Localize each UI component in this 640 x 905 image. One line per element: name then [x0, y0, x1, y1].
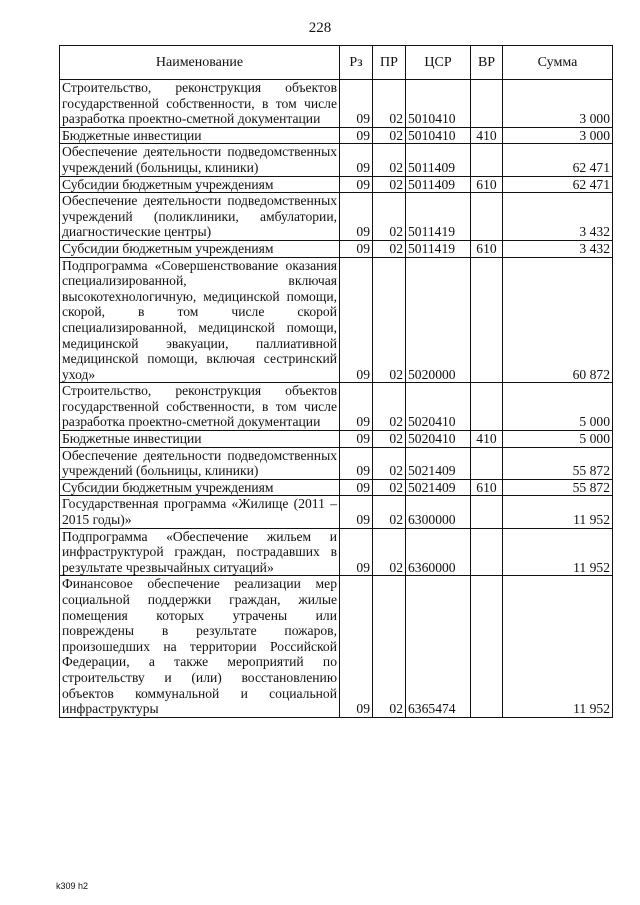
table-row [60, 431, 613, 448]
row-sum: 55 872 [503, 479, 613, 496]
row-vr: 610 [471, 240, 503, 257]
header-name: Наименование [60, 46, 340, 80]
row-sum: 5 000 [503, 431, 613, 448]
row-csr: 6360000 [406, 528, 471, 576]
row-csr: 5021409 [406, 447, 471, 479]
row-name: Государственная программа «Жилище (2011 – 2015 годы)» [60, 496, 340, 528]
row-rz: 09 [340, 528, 373, 576]
row-vr: 410 [471, 127, 503, 144]
footer-code: k309 h2 [56, 881, 89, 891]
row-csr: 5011409 [406, 144, 471, 176]
row-pr: 02 [373, 257, 406, 383]
row-name: Подпрограмма «Совершенствование оказания специализированной, включая высокотехнологичную, медицинской помощи, скорой, в том числе скорой специализированной, медицинской помощи, медицинской эвакуации, паллиативной медицинской помощи, включая сестринский уход» [60, 257, 340, 383]
row-name: Субсидии бюджетным учреждениям [60, 240, 340, 257]
row-vr: 610 [471, 479, 503, 496]
row-vr [471, 496, 503, 528]
table-row [60, 528, 613, 576]
row-pr: 02 [373, 431, 406, 448]
row-name: Бюджетные инвестиции [60, 127, 340, 144]
row-vr [471, 383, 503, 431]
row-sum: 55 872 [503, 447, 613, 479]
row-rz: 09 [340, 496, 373, 528]
row-sum: 3 432 [503, 193, 613, 241]
table-row [60, 576, 613, 717]
row-pr: 02 [373, 383, 406, 431]
row-pr: 02 [373, 479, 406, 496]
row-rz: 09 [340, 176, 373, 193]
row-vr [471, 193, 503, 241]
header-pr: ПР [373, 46, 406, 80]
row-csr: 5011409 [406, 176, 471, 193]
row-csr: 6300000 [406, 496, 471, 528]
row-name: Обеспечение деятельности подведомственных учреждений (больницы, клиники) [60, 447, 340, 479]
row-vr [471, 447, 503, 479]
table-row [60, 479, 613, 496]
row-rz: 09 [340, 576, 373, 717]
row-rz: 09 [340, 383, 373, 431]
row-vr [471, 576, 503, 717]
row-vr [471, 528, 503, 576]
row-vr [471, 257, 503, 383]
row-csr: 5011419 [406, 193, 471, 241]
row-csr: 5010410 [406, 127, 471, 144]
row-sum: 60 872 [503, 257, 613, 383]
row-name: Бюджетные инвестиции [60, 431, 340, 448]
row-vr [471, 80, 503, 128]
table-header-row [60, 46, 613, 80]
row-vr: 410 [471, 431, 503, 448]
row-rz: 09 [340, 479, 373, 496]
row-rz: 09 [340, 80, 373, 128]
row-name: Обеспечение деятельности подведомственных учреждений (поликлиники, амбулатории, диагностические центры) [60, 193, 340, 241]
row-sum: 11 952 [503, 528, 613, 576]
row-rz: 09 [340, 193, 373, 241]
row-name: Субсидии бюджетным учреждениям [60, 176, 340, 193]
table-row [60, 127, 613, 144]
row-sum: 11 952 [503, 496, 613, 528]
row-sum: 5 000 [503, 383, 613, 431]
row-name: Строительство, реконструкция объектов государственной собственности, в том числе разработка проектно-сметной документации [60, 383, 340, 431]
row-name: Подпрограмма «Обеспечение жильем и инфраструктурой граждан, пострадавших в результате чрезвычайных ситуаций» [60, 528, 340, 576]
row-pr: 02 [373, 193, 406, 241]
row-sum: 62 471 [503, 144, 613, 176]
table-row [60, 176, 613, 193]
row-pr: 02 [373, 496, 406, 528]
row-pr: 02 [373, 528, 406, 576]
table-row [60, 257, 613, 383]
row-sum: 3 432 [503, 240, 613, 257]
row-csr: 5020410 [406, 431, 471, 448]
row-csr: 5021409 [406, 479, 471, 496]
header-vr: ВР [471, 46, 503, 80]
row-csr: 5010410 [406, 80, 471, 128]
table-row [60, 383, 613, 431]
row-pr: 02 [373, 144, 406, 176]
row-rz: 09 [340, 144, 373, 176]
row-csr: 5020410 [406, 383, 471, 431]
row-csr: 5020000 [406, 257, 471, 383]
table-row [60, 144, 613, 176]
table-row [60, 193, 613, 241]
table-row [60, 447, 613, 479]
row-rz: 09 [340, 127, 373, 144]
header-sum: Сумма [503, 46, 613, 80]
row-pr: 02 [373, 447, 406, 479]
header-rz: Рз [340, 46, 373, 80]
header-csr: ЦСР [406, 46, 471, 80]
row-sum: 62 471 [503, 176, 613, 193]
row-vr [471, 144, 503, 176]
row-sum: 3 000 [503, 127, 613, 144]
row-name: Строительство, реконструкция объектов государственной собственности, в том числе разработка проектно-сметной документации [60, 80, 340, 128]
table-row [60, 496, 613, 528]
row-pr: 02 [373, 80, 406, 128]
row-rz: 09 [340, 447, 373, 479]
row-csr: 6365474 [406, 576, 471, 717]
row-rz: 09 [340, 257, 373, 383]
table-row [60, 240, 613, 257]
row-pr: 02 [373, 240, 406, 257]
row-pr: 02 [373, 576, 406, 717]
row-sum: 3 000 [503, 80, 613, 128]
row-sum: 11 952 [503, 576, 613, 717]
row-name: Субсидии бюджетным учреждениям [60, 479, 340, 496]
row-pr: 02 [373, 127, 406, 144]
row-rz: 09 [340, 240, 373, 257]
row-csr: 5011419 [406, 240, 471, 257]
table-row [60, 80, 613, 128]
row-rz: 09 [340, 431, 373, 448]
row-name: Финансовое обеспечение реализации мер социальной поддержки граждан, жилые помещения которых утрачены или повреждены в результате пожаров, произошедших на территории Российской Федерации, а также мероприятий по строительству и (или) восстановлению объектов коммунальной и социальной инфраструктуры [60, 576, 340, 717]
budget-table [59, 45, 613, 718]
row-pr: 02 [373, 176, 406, 193]
row-name: Обеспечение деятельности подведомственных учреждений (больницы, клиники) [60, 144, 340, 176]
page-number: 228 [308, 20, 332, 36]
row-vr: 610 [471, 176, 503, 193]
